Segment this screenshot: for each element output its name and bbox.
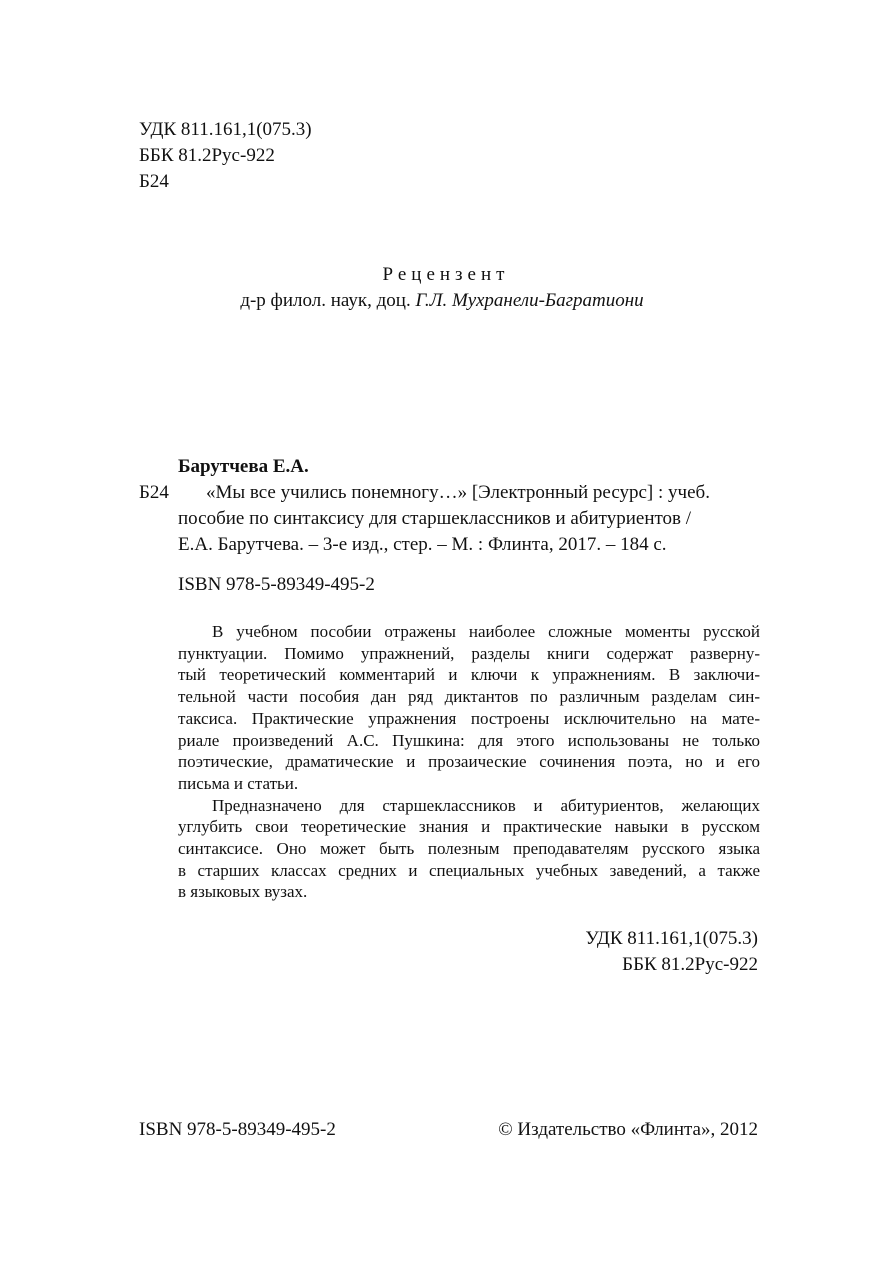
isbn: ISBN 978-5-89349-495-2	[178, 574, 375, 595]
biblio-line: пособие по синтаксису для старшеклассников и абитуриентов /	[178, 508, 692, 529]
classification-codes-top	[139, 117, 312, 195]
annotation-line: В учебном пособии отражены наиболее сложные моменты русской	[212, 622, 760, 641]
record-cutter-code: Б24	[139, 482, 169, 503]
reviewer-title: Рецензент	[382, 264, 510, 285]
reviewer-line	[0, 288, 884, 314]
annotation-line: Предназначено для старшеклассников и абитуриентов, желающих	[212, 795, 760, 815]
bbk-code: ББК 81.2Рус-922	[139, 145, 275, 166]
udk-code: УДК 811.161,1(075.3)	[585, 928, 758, 949]
author-heading: Барутчева Е.А.	[178, 456, 309, 477]
annotation-line: письма и статьи.	[178, 773, 299, 793]
footer-copyright: © Издательство «Флинта», 2012	[498, 1119, 758, 1140]
biblio-line: «Мы все учились понемногу…» [Электронный ресурс] : учеб.	[206, 482, 710, 503]
annotation-line: тый теоретический комментарий и ключи к упражнениям. В заключи-	[178, 665, 760, 685]
classification-codes-bottom	[585, 926, 758, 978]
udk-code: УДК 811.161,1(075.3)	[139, 119, 312, 140]
annotation-line: тельной части пособия дан ряд диктантов по различным разделам син-	[178, 687, 760, 707]
annotation	[178, 621, 760, 903]
bbk-code: ББК 81.2Рус-922	[622, 954, 758, 975]
annotation-line: риале произведений А.С. Пушкина: для этого использованы не только	[178, 730, 760, 750]
annotation-line: поэтические, драматические и прозаические сочинения поэта, но и его	[178, 752, 760, 772]
reviewer-credentials: д-р филол. наук, доц.	[240, 290, 416, 311]
reviewer-block	[0, 262, 884, 314]
biblio-line: Е.А. Барутчева. – 3-е изд., стер. – М. : Флинта, 2017. – 184 с.	[178, 534, 667, 555]
bibliographic-description	[178, 480, 760, 558]
annotation-line: в старших классах средних и специальных учебных заведений, а также	[178, 860, 760, 880]
reviewer-name: Г.Л. Мухранели-Багратиони	[415, 290, 644, 311]
annotation-line: в языковых вузах.	[178, 882, 308, 902]
annotation-line: углубить свои теоретические знания и практические навыки в русском	[178, 817, 760, 837]
annotation-line: пунктуации. Помимо упражнений, разделы книги содержат разверну-	[178, 643, 760, 663]
annotation-line: таксиса. Практические упражнения построены исключительно на мате-	[178, 708, 760, 728]
footer-isbn: ISBN 978-5-89349-495-2	[139, 1119, 336, 1140]
cutter-code: Б24	[139, 171, 169, 192]
annotation-line: синтаксисе. Оно может быть полезным преподавателям русского языка	[178, 839, 760, 859]
